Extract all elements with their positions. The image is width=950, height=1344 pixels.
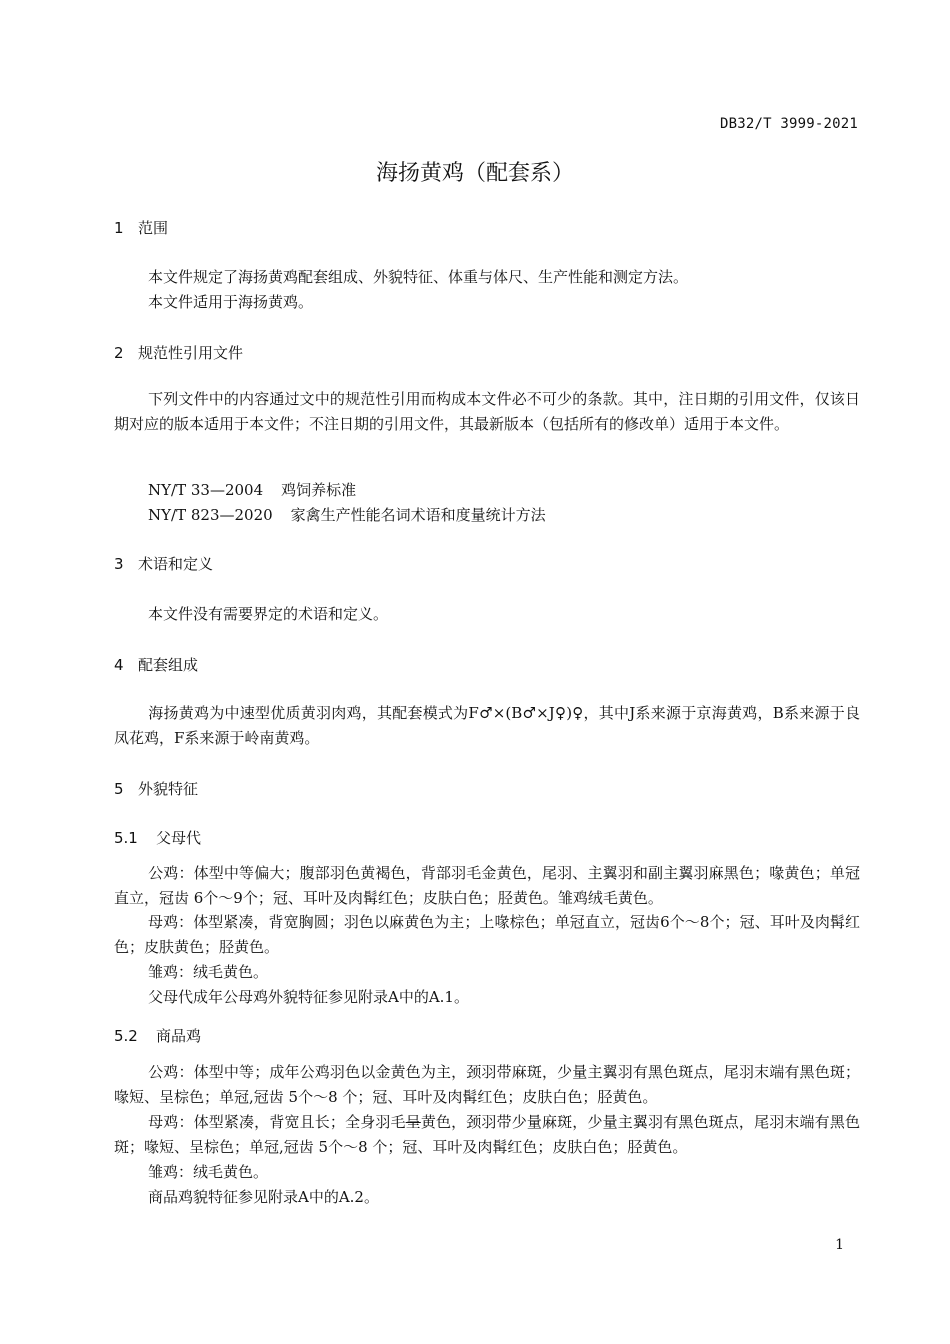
section-5-2-paragraph-4: 商品鸡貌特征参见附录A中的A.2。 [148, 1188, 379, 1206]
section-4-heading [114, 654, 198, 675]
section-1-heading [114, 217, 168, 238]
paragraph-text-b: 黄色，颈羽带少量麻斑，少量主翼羽有黑色斑点，尾羽末端有黑色斑；喙短、呈棕色；单冠,冠齿 5个～8 个；冠、耳叶及肉髯红色；皮肤白色；胫黄色。 [114, 1113, 860, 1156]
section-5-2-paragraph-3: 雏鸡：绒毛黄色。 [148, 1163, 269, 1181]
section-title: 规范性引用文件 [138, 344, 244, 362]
section-4-paragraph-1 [114, 701, 860, 750]
paragraph-text-a: 母鸡：体型紧凑，背宽且长；全身羽毛 [148, 1113, 406, 1131]
paragraph-text: 下列文件中的内容通过文中的规范性引用而构成本文件必不可少的条款。其中，注日期的引用文件，仅该日期对应的版本适用于本文件；不注日期的引用文件，其最新版本（包括所有的修改单）适用于本文件。 [114, 390, 860, 433]
standard-number: DB32/T 3999-2021 [719, 116, 858, 132]
section-title: 外貌特征 [138, 780, 199, 798]
section-title: 范围 [138, 219, 169, 237]
reference-item [148, 479, 356, 500]
section-1-paragraph-2: 本文件适用于海扬黄鸡。 [148, 293, 314, 311]
section-2-heading [114, 342, 243, 363]
paragraph-text: 母鸡：体型紧凑，背宽胸圆；羽色以麻黄色为主；上喙棕色；单冠直立，冠齿6个～8个；冠、耳叶及肉髯红色；皮肤黄色；胫黄色。 [114, 913, 860, 956]
reference-code: NY/T 33—2004 [148, 481, 264, 499]
section-2-paragraph-1 [114, 387, 860, 436]
paragraph-text: 海扬黄鸡为中速型优质黄羽肉鸡，其配套模式为F♂×(B♂×J♀)♀，其中J系来源于京海黄鸡，B系来源于良凤花鸡，F系来源于岭南黄鸡。 [114, 704, 860, 747]
section-number: 2 [114, 344, 124, 362]
section-5-2-heading [114, 1025, 201, 1046]
section-1-paragraph-1: 本文件规定了海扬黄鸡配套组成、外貌特征、体重与体尺、生产性能和测定方法。 [148, 268, 689, 286]
reference-code: NY/T 823—2020 [148, 506, 273, 524]
section-5-1-paragraph-4: 父母代成年公母鸡外貌特征参见附录A中的A.1。 [148, 988, 469, 1006]
section-number: 4 [114, 656, 124, 674]
section-title: 配套组成 [138, 656, 199, 674]
section-number: 5.2 [114, 1027, 138, 1045]
section-5-2-paragraph-1 [114, 1060, 860, 1109]
section-title: 商品鸡 [156, 1027, 202, 1045]
section-5-1-paragraph-3: 雏鸡：绒毛黄色。 [148, 963, 269, 981]
section-title: 术语和定义 [138, 555, 214, 573]
section-title: 父母代 [156, 829, 202, 847]
paragraph-text: 公鸡：体型中等；成年公鸡羽色以金黄色为主，颈羽带麻斑，少量主翼羽有黑色斑点，尾羽末端有黑色斑；喙短、呈棕色；单冠,冠齿 5个～8 个；冠、耳叶及肉髯红色；皮肤白色；胫黄色。 [114, 1063, 860, 1106]
section-number: 5.1 [114, 829, 138, 847]
document-title: 海扬黄鸡（配套系） [375, 161, 574, 186]
section-5-1-paragraph-2 [114, 910, 860, 959]
section-3-heading [114, 553, 213, 574]
section-3-paragraph-1: 本文件没有需要界定的术语和定义。 [148, 605, 389, 623]
section-5-heading [114, 778, 198, 799]
section-5-1-paragraph-1 [114, 861, 860, 910]
struck-text: 呈 [405, 1113, 421, 1131]
section-5-2-paragraph-2 [114, 1110, 860, 1159]
section-number: 1 [114, 219, 124, 237]
paragraph-text: 公鸡：体型中等偏大；腹部羽色黄褐色，背部羽毛金黄色，尾羽、主翼羽和副主翼羽麻黑色；喙黄色；单冠直立，冠齿 6个～9个；冠、耳叶及肉髯红色；皮肤白色；胫黄色。雏鸡绒毛黄色。 [114, 864, 860, 907]
section-5-1-heading [114, 827, 201, 848]
section-number: 3 [114, 555, 124, 573]
reference-name: 家禽生产性能名词术语和度量统计方法 [290, 506, 546, 524]
section-number: 5 [114, 780, 124, 798]
reference-name: 鸡饲养标准 [281, 481, 357, 499]
page-number: 1 [835, 1237, 844, 1253]
reference-item [148, 504, 546, 525]
